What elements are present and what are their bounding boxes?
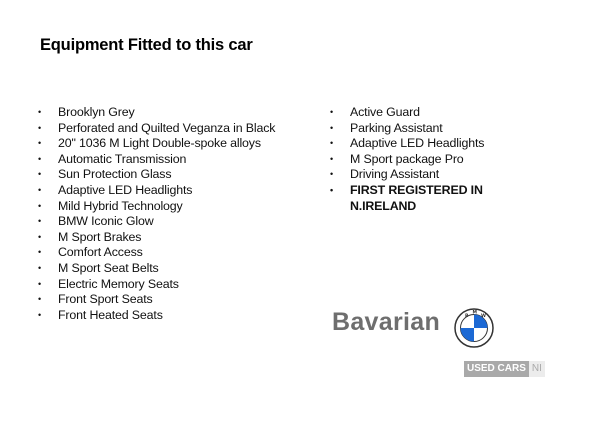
bullet-icon: • [330,153,334,164]
list-item [38,182,308,199]
svg-text:W: W [481,314,486,319]
bullet-icon: • [38,138,42,149]
bullet-icon: • [38,200,42,211]
bullet-icon: • [38,216,42,227]
list-item [38,120,308,137]
list-item [38,307,308,324]
list-item-label: M Sport Seat Belts [58,260,159,275]
list-item-label: Brooklyn Grey [58,105,135,119]
list-item-label: M Sport package Pro [350,151,464,166]
list-item-label: Adaptive LED Headlights [58,182,193,197]
bullet-icon: • [330,107,334,117]
used-cars-badge [464,361,545,377]
list-item [38,245,308,261]
list-item [38,105,308,121]
list-item [38,198,308,215]
list-item [38,229,308,246]
bullet-icon: • [38,153,42,164]
equipment-list-right [330,105,515,214]
list-item [38,167,308,183]
list-item-label: Electric Memory Seats [58,276,179,291]
list-item-label: Comfort Access [58,245,143,260]
list-item [330,151,515,168]
registration-note: FIRST REGISTERED IN N.IRELAND [350,182,483,213]
list-item [330,120,515,137]
list-item-label: Automatic Transmission [58,151,187,166]
list-item-label: Front Heated Seats [58,307,163,322]
list-item-label: Front Sport Seats [58,292,153,307]
list-item-label: Active Guard [350,105,420,119]
bullet-icon: • [38,294,42,305]
list-item-highlight [330,182,515,214]
bullet-icon: • [330,169,334,180]
list-item [330,136,515,152]
list-item-label: Mild Hybrid Technology [58,198,183,213]
bullet-icon: • [38,169,42,180]
bullet-icon: • [38,122,42,133]
bullet-icon: • [38,184,42,195]
list-item-label: BMW Iconic Glow [58,214,154,229]
svg-text:B: B [465,314,469,319]
bullet-icon: • [38,262,42,273]
list-item [330,105,515,121]
bullet-icon: • [330,138,334,149]
page-title: Equipment Fitted to this car [40,36,253,54]
list-item [38,151,308,168]
list-item-label: Adaptive LED Headlights [350,136,485,151]
list-item-label: Driving Assistant [350,167,440,182]
dealer-branding [332,306,552,386]
list-item [38,260,308,277]
equipment-list-left [38,105,308,323]
bullet-icon: • [38,231,42,242]
bullet-icon: • [38,107,42,117]
used-cars-label: USED CARS [464,361,529,377]
bullet-icon: • [330,122,334,133]
bullet-icon: • [330,184,334,195]
list-item-label: 20" 1036 M Light Double-spoke alloys [58,136,261,151]
bullet-icon: • [38,278,42,289]
list-item [38,214,308,230]
list-item-label: Sun Protection Glass [58,167,172,182]
list-item [38,136,308,152]
bmw-roundel-icon [454,308,494,348]
list-item [330,167,515,183]
list-item-label: M Sport Brakes [58,229,142,244]
list-item [38,276,308,293]
svg-text:M: M [472,310,477,316]
bullet-icon: • [38,247,42,258]
region-label: NI [529,361,545,377]
bullet-icon: • [38,309,42,320]
list-item-label: Perforated and Quilted Veganza in Black [58,120,276,135]
dealer-wordmark: Bavarian [332,308,441,336]
list-item-label: Parking Assistant [350,120,443,135]
list-item [38,292,308,308]
